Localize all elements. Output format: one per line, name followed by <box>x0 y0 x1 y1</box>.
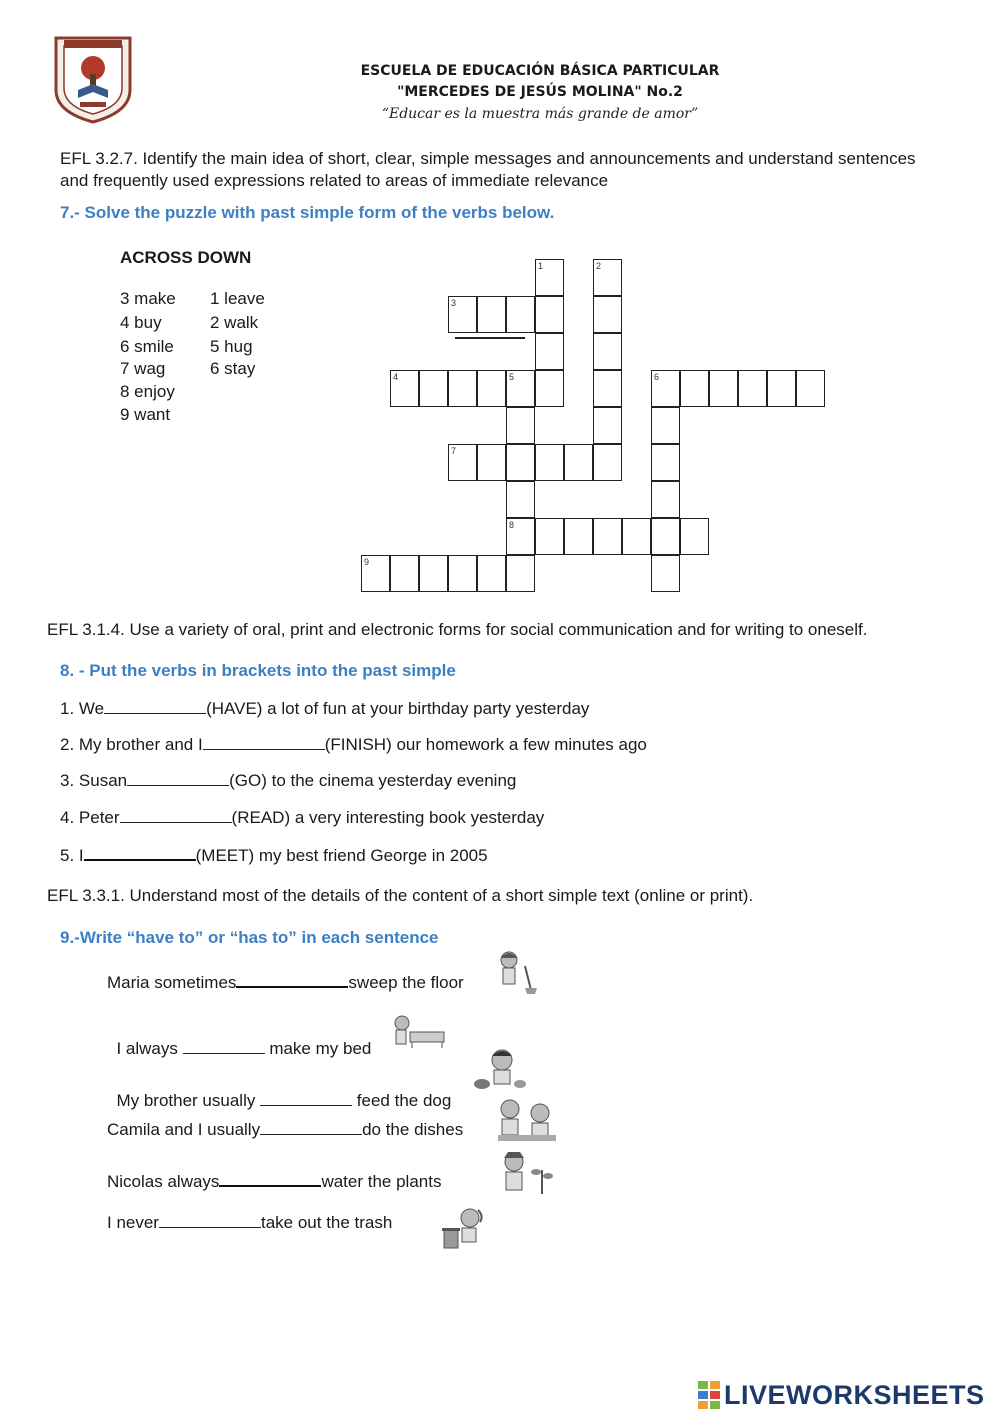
crossword-cell[interactable] <box>651 518 680 555</box>
exercise-9-item-1 <box>107 971 464 993</box>
answer-blank[interactable] <box>127 770 229 786</box>
crossword-cell[interactable] <box>564 444 593 481</box>
item-text: I never <box>107 1213 159 1232</box>
across-clue: 3 make <box>120 289 176 308</box>
answer-blank[interactable] <box>84 844 196 861</box>
across-clue: 8 enjoy <box>120 382 175 401</box>
crossword-cell[interactable] <box>506 555 535 592</box>
item-text: (FINISH) our homework a few minutes ago <box>324 735 647 754</box>
crossword-cell[interactable] <box>593 296 622 333</box>
crossword-cell[interactable] <box>593 444 622 481</box>
crossword-cell[interactable] <box>448 370 477 407</box>
answer-blank[interactable] <box>219 1170 321 1187</box>
answer-blank[interactable] <box>236 971 348 988</box>
crossword-cell[interactable] <box>535 333 564 370</box>
exercise-8-item-1 <box>60 698 589 719</box>
crossword-cell[interactable] <box>651 555 680 592</box>
objective-2: EFL 3.1.4. Use a variety of oral, print and electronic forms for social communication and for writing to oneself. <box>47 620 868 639</box>
down-clues <box>210 289 265 382</box>
down-clue: 1 leave <box>210 289 265 308</box>
crossword-cell[interactable] <box>593 370 622 407</box>
exercise-9-item-3 <box>107 1070 451 1111</box>
item-text: take out the trash <box>260 1213 393 1232</box>
crossword-cell[interactable] <box>506 407 535 444</box>
crossword-cell[interactable] <box>535 518 564 555</box>
dog-feeding-illustration <box>472 1048 528 1097</box>
crossword-cell[interactable] <box>767 370 796 407</box>
clue-header: ACROSS DOWN <box>120 248 252 267</box>
crossword-cell[interactable] <box>680 518 709 555</box>
section-9-title: 9.-Write “have to” or “has to” in each sentence <box>60 928 439 947</box>
exercise-9-item-6 <box>107 1212 392 1233</box>
crossword-cell[interactable] <box>448 444 477 481</box>
crossword-cell[interactable] <box>390 370 419 407</box>
down-clue: 6 stay <box>210 359 256 378</box>
liveworksheets-wordmark: LIVEWORKSHEETS <box>724 1379 985 1410</box>
crossword-cell[interactable] <box>622 518 651 555</box>
trash-illustration <box>438 1206 488 1255</box>
crossword-cell[interactable] <box>535 444 564 481</box>
crossword-cell[interactable] <box>593 407 622 444</box>
cell-number: 3 <box>451 298 457 308</box>
exercise-8-item-2 <box>60 734 647 755</box>
exercise-8-item-4 <box>60 807 544 828</box>
answer-blank[interactable] <box>260 1119 362 1135</box>
down-clue: 5 hug <box>210 337 253 356</box>
crossword-cell[interactable] <box>651 370 680 407</box>
item-text: sweep the floor <box>348 973 464 992</box>
crossword-cell[interactable] <box>651 444 680 481</box>
crossword-cell[interactable] <box>651 481 680 518</box>
section-8-title: 8. - Put the verbs in brackets into the past simple <box>60 661 456 680</box>
crossword-cell[interactable] <box>506 444 535 481</box>
exercise-8-item-3 <box>60 770 516 791</box>
answer-blank[interactable] <box>260 1090 352 1106</box>
exercise-9-item-4 <box>107 1119 463 1140</box>
crossword-cell[interactable] <box>477 444 506 481</box>
cell-number: 2 <box>596 261 602 271</box>
liveworksheets-logo <box>698 1378 985 1412</box>
crossword-cell[interactable] <box>506 481 535 518</box>
item-text: 1. We <box>60 699 105 718</box>
item-text: make my bed <box>264 1039 372 1058</box>
down-clue: 2 walk <box>210 313 259 332</box>
crossword-cell[interactable] <box>709 370 738 407</box>
crossword-cell[interactable] <box>419 370 448 407</box>
cell-number: 1 <box>538 261 544 271</box>
dishes-illustration <box>494 1097 560 1150</box>
crossword-cell[interactable] <box>593 518 622 555</box>
item-text: (HAVE) a lot of fun at your birthday party yesterday <box>206 699 590 718</box>
answer-blank[interactable] <box>120 807 232 823</box>
crossword-cell[interactable] <box>680 370 709 407</box>
across-clues <box>120 289 176 428</box>
section-7-title: 7.- Solve the puzzle with past simple form of the verbs below. <box>60 203 555 222</box>
crossword-cell[interactable] <box>593 333 622 370</box>
crossword-cell[interactable] <box>738 370 767 407</box>
exercise-8-item-5 <box>60 844 488 866</box>
item-text: 2. My brother and I <box>60 735 203 754</box>
item-text: Maria sometimes <box>107 973 237 992</box>
grid-underline <box>455 337 525 339</box>
answer-blank[interactable] <box>159 1212 261 1228</box>
item-text: do the dishes <box>362 1120 464 1139</box>
across-clue: 9 want <box>120 405 171 424</box>
crossword-cell[interactable] <box>448 555 477 592</box>
crossword-cell[interactable] <box>419 555 448 592</box>
crossword-cell[interactable] <box>477 555 506 592</box>
item-text: Camila and I usually <box>107 1120 261 1139</box>
cell-number: 7 <box>451 446 457 456</box>
crossword-cell[interactable] <box>564 518 593 555</box>
cell-number: 9 <box>364 557 370 567</box>
item-text: 4. Peter <box>60 808 120 827</box>
crossword-cell[interactable] <box>796 370 825 407</box>
crossword-cell[interactable] <box>593 259 622 296</box>
item-text: (READ) a very interesting book yesterday <box>231 808 545 827</box>
crossword-cell[interactable] <box>390 555 419 592</box>
school-logo <box>50 32 136 124</box>
across-clue: 6 smile <box>120 337 174 356</box>
school-motto: “Educar es la muestra más grande de amor” <box>381 106 699 122</box>
item-text: I always <box>116 1039 183 1058</box>
item-text: My brother usually <box>116 1091 261 1110</box>
crossword-cell[interactable] <box>506 370 535 407</box>
across-clue: 4 buy <box>120 313 162 332</box>
bed-illustration <box>392 1014 448 1055</box>
crossword-cell[interactable] <box>535 296 564 333</box>
crossword-cell[interactable] <box>477 370 506 407</box>
item-text: feed the dog <box>352 1091 452 1110</box>
cell-number: 5 <box>509 372 515 382</box>
crossword-cell[interactable] <box>448 296 477 333</box>
answer-blank[interactable] <box>183 1038 265 1054</box>
answer-blank[interactable] <box>104 698 206 714</box>
crossword-cell[interactable] <box>361 555 390 592</box>
crossword-cell[interactable] <box>506 296 535 333</box>
crossword-cell[interactable] <box>535 370 564 407</box>
objective-3: EFL 3.3.1. Understand most of the details of the content of a short simple text (online or print). <box>47 886 754 905</box>
answer-blank[interactable] <box>203 734 325 750</box>
item-text: Nicolas always <box>107 1172 220 1191</box>
sweeping-illustration <box>495 948 539 1001</box>
cell-number: 4 <box>393 372 399 382</box>
cell-number: 8 <box>509 520 515 530</box>
crossword-cell[interactable] <box>477 296 506 333</box>
exercise-9-item-2 <box>107 1018 371 1059</box>
item-text: (GO) to the cinema yesterday evening <box>229 771 517 790</box>
item-text: water the plants <box>321 1172 442 1191</box>
liveworksheets-icon <box>698 1381 722 1409</box>
across-clue: 7 wag <box>120 359 166 378</box>
crossword-cell[interactable] <box>506 518 535 555</box>
school-name-line2: "MERCEDES DE JESÚS MOLINA" No.2 <box>397 84 683 100</box>
cell-number: 6 <box>654 372 660 382</box>
crossword-cell[interactable] <box>535 259 564 296</box>
exercise-9-item-5 <box>107 1170 441 1192</box>
item-text: (MEET) my best friend George in 2005 <box>195 846 488 865</box>
objective-1: EFL 3.2.7. Identify the main idea of short, clear, simple messages and announcements and understand sentences and frequently used expressions related to areas of immediate relevance <box>60 149 916 190</box>
item-text: 3. Susan <box>60 771 128 790</box>
crossword-cell[interactable] <box>651 407 680 444</box>
school-name-line1: ESCUELA DE EDUCACIÓN BÁSICA PARTICULAR <box>360 63 720 79</box>
watering-plants-illustration <box>494 1150 556 1205</box>
item-text: 5. I <box>60 846 84 865</box>
